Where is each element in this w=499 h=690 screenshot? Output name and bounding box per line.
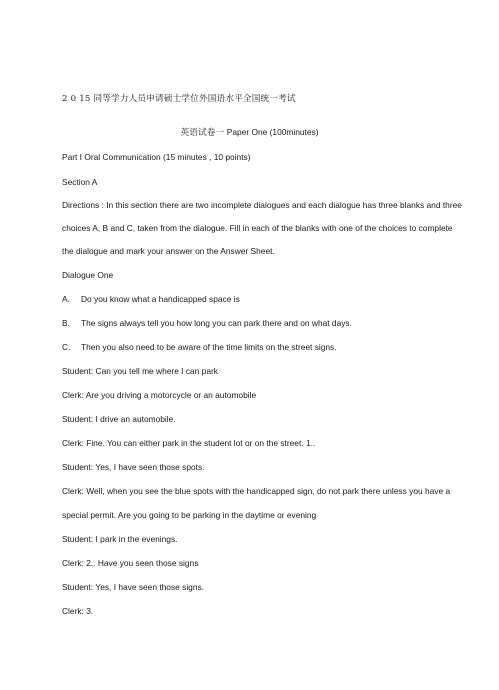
exam-heading: 2 0 15 同等学力人员申请硕士学位外国语水平全国统一考试 [62, 94, 296, 104]
dialogue-line: Student: Yes, I have seen those signs. [62, 582, 205, 592]
choice-letter: B. [62, 318, 70, 328]
directions-line-1: Directions : In this section there are two incomplete dialogues and each dialogue has three blanks and three [62, 200, 462, 210]
choice-c [62, 342, 337, 352]
dialogue-line: Clerk: Are you driving a motorcycle or an automobile [62, 390, 257, 400]
choice-text: Do you know what a handicapped space is [81, 294, 240, 304]
directions-line-2: choices A, B and C, taken from the dialogue. Fill in each of the blanks with one of the choices to complete [62, 223, 453, 233]
choice-a [62, 294, 240, 304]
choice-letter: C. [62, 342, 71, 352]
part-title: Part I Oral Communication (15 minutes , 10 points) [62, 152, 251, 162]
paper-title-en: Paper One (100minutes) [226, 127, 319, 137]
paper-title-cn: 英语试卷一 [180, 128, 225, 138]
dialogue-line: Student: Yes, I have seen those spots. [62, 462, 205, 472]
directions-line-3: the dialogue and mark your answer on the Answer Sheet. [62, 246, 275, 256]
dialogue-line: Student: I park in the evenings. [62, 534, 178, 544]
choice-text: The signs always tell you how long you can park there and on what days. [81, 318, 352, 328]
dialogue-line: Student: Can you tell me where I can park [62, 366, 218, 376]
dialogue-line: Clerk: Fine. You can either park in the student lot or on the street. 1.. [62, 438, 316, 448]
dialogue-line: Clerk: 3. [62, 606, 94, 616]
choice-text: Then you also need to be aware of the time limits on the street signs. [81, 342, 337, 352]
choice-letter: A. [62, 294, 70, 304]
dialogue-line: Clerk: 2.. Have you seen those signs [62, 558, 199, 568]
paper-title [0, 127, 499, 138]
choice-b [62, 318, 352, 328]
dialogue-line: Student: I drive an automobile. [62, 414, 176, 424]
section-label: Section A [62, 177, 98, 187]
dialogue-line: Clerk: Well, when you see the blue spots with the handicapped sign, do not park there unless you have a [62, 486, 451, 496]
dialogue-line: special permit. Are you going to be parking in the daytime or evening [62, 510, 317, 520]
dialogue-title: Dialogue One [62, 270, 114, 280]
